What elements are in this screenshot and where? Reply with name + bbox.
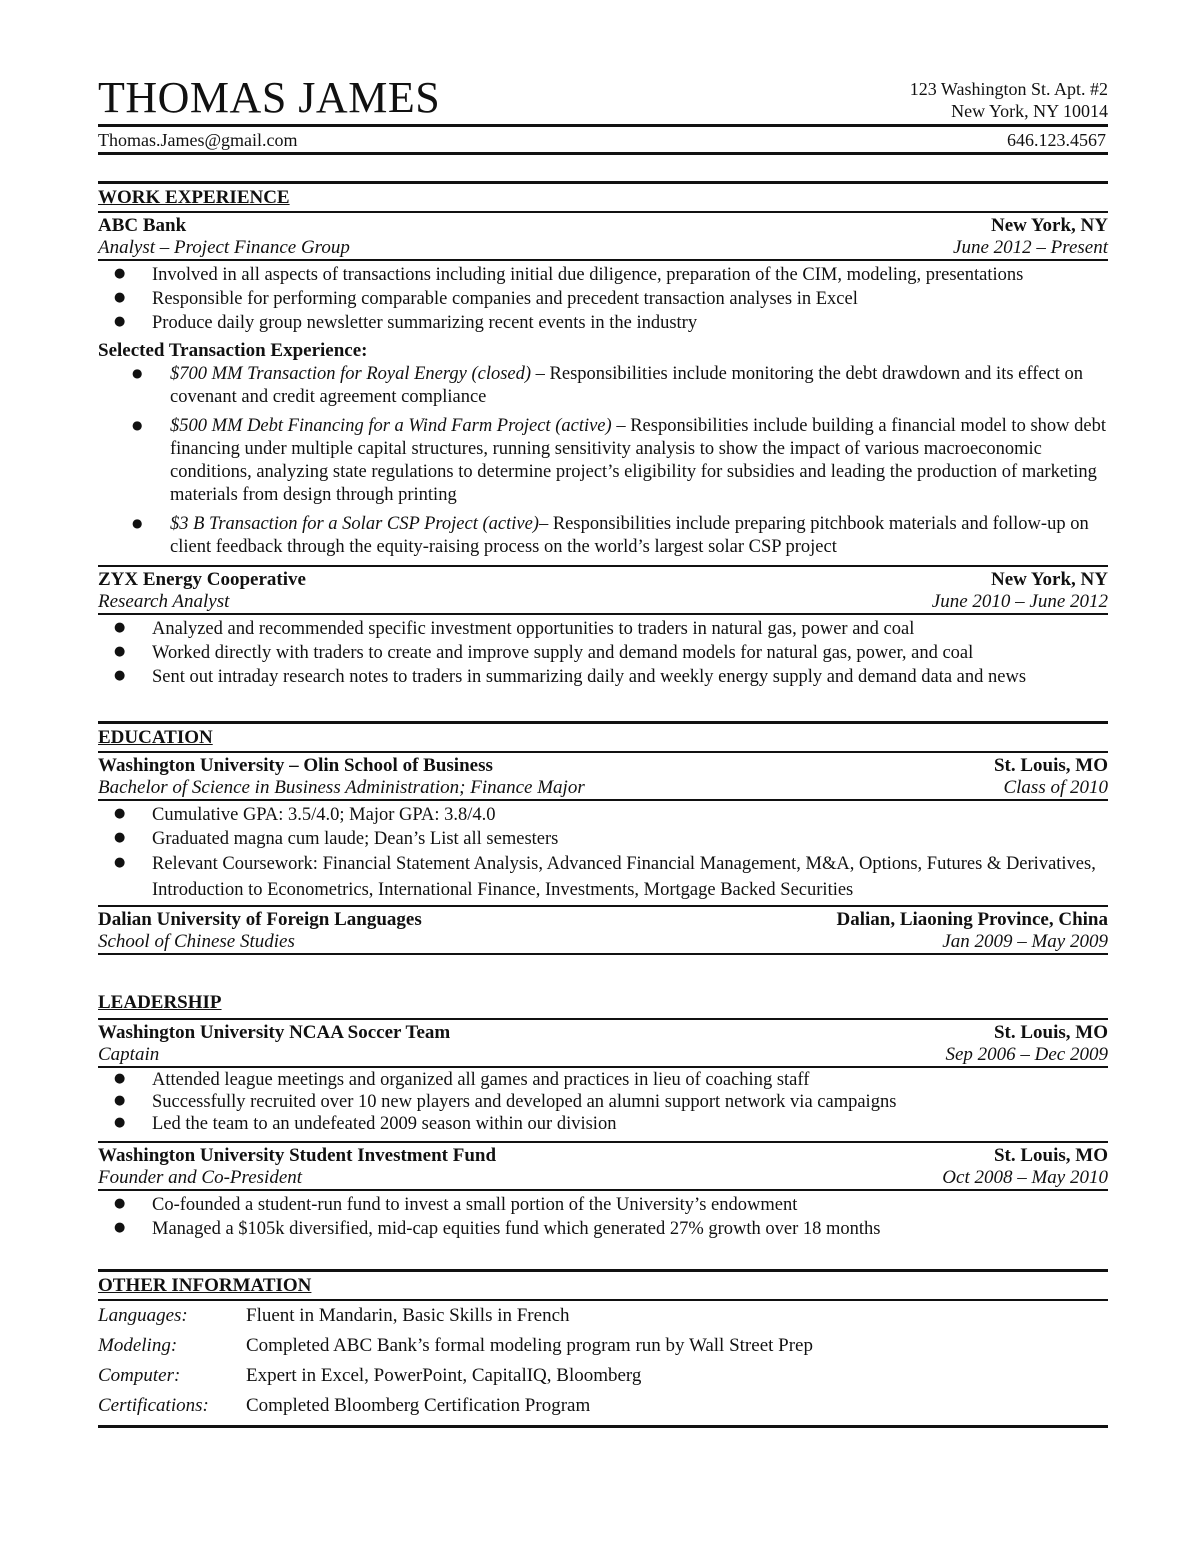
footer-divider bbox=[98, 1425, 1108, 1428]
job-role: Research Analyst bbox=[98, 591, 230, 612]
other-row-modeling bbox=[98, 1331, 1108, 1361]
email-link[interactable]: Thomas.James@gmail.com bbox=[98, 130, 298, 150]
other-label: Modeling: bbox=[98, 1335, 178, 1356]
education-bullets bbox=[98, 801, 1108, 903]
job-organization: ZYX Energy Cooperative bbox=[98, 569, 306, 590]
other-information-table bbox=[98, 1301, 1108, 1421]
leadership-bullets bbox=[98, 1191, 1108, 1241]
list-item: ● Responsible for performing comparable companies and precedent transaction analyses in Excel bbox=[98, 287, 1108, 311]
other-label: Computer: bbox=[98, 1365, 181, 1386]
list-item: ● Managed a $105k diversified, mid-cap equities fund which generated 27% growth over 18 months bbox=[98, 1217, 1108, 1241]
list-item bbox=[98, 513, 1108, 559]
job-location: New York, NY bbox=[991, 215, 1108, 236]
transaction-name: $3 B Transaction for a Solar CSP Project (active) bbox=[170, 514, 539, 534]
attendance-dates: Jan 2009 – May 2009 bbox=[942, 931, 1108, 952]
leadership-entry-soccer-team bbox=[98, 1020, 1108, 1135]
transaction-name: $500 MM Debt Financing for a Wind Farm Project (active) bbox=[170, 416, 612, 436]
job-entry-abc-bank bbox=[98, 213, 1108, 559]
list-item bbox=[98, 363, 1108, 409]
list-item: ● Led the team to an undefeated 2009 season within our division bbox=[98, 1113, 1108, 1135]
other-value: Expert in Excel, PowerPoint, CapitalIQ, Bloomberg bbox=[246, 1365, 642, 1386]
section-title-other-information: OTHER INFORMATION bbox=[98, 1275, 312, 1296]
school-location: St. Louis, MO bbox=[993, 755, 1108, 776]
other-value: Completed Bloomberg Certification Program bbox=[246, 1395, 591, 1416]
other-row-computer bbox=[98, 1361, 1108, 1391]
list-item: ● Involved in all aspects of transactions including initial due diligence, preparation of the CIM, modeling, presentations bbox=[98, 263, 1108, 287]
selected-transactions-heading: Selected Transaction Experience: bbox=[98, 340, 368, 361]
graduation-date: Class of 2010 bbox=[1003, 777, 1108, 798]
leadership-dates: Sep 2006 – Dec 2009 bbox=[945, 1044, 1108, 1065]
other-label: Languages: bbox=[98, 1305, 188, 1326]
list-item: ● Sent out intraday research notes to traders in summarizing daily and weekly energy supply and demand data and news bbox=[98, 665, 1108, 689]
selected-transactions-list bbox=[98, 363, 1108, 559]
list-item: ● Successfully recruited over 10 new players and developed an alumni support network via campaigns bbox=[98, 1091, 1108, 1113]
transaction-description: – Responsibilities include building a financial model to show debt financing under multiple capital structures, running sensitivity analysis to show the impact of various macroeconomic conditions, analyzing state regulations to determine project’s eligibility for subsidies and leading the production of marketing materials from design through printing bbox=[170, 416, 1106, 505]
job-entry-zyx-energy bbox=[98, 567, 1108, 689]
transaction-description: – Responsibilities include preparing pitchbook materials and follow-up on client feedback through the equity-raising process on the world’s largest solar CSP project bbox=[170, 514, 1089, 557]
transaction-description: – Responsibilities include monitoring the debt drawdown and its effect on covenant and credit agreement compliance bbox=[170, 364, 1084, 407]
list-item: ● Produce daily group newsletter summarizing recent events in the industry bbox=[98, 311, 1108, 335]
job-dates: June 2012 – Present bbox=[953, 237, 1108, 258]
program: School of Chinese Studies bbox=[98, 931, 295, 952]
job-location: New York, NY bbox=[991, 569, 1108, 590]
school-name: Dalian University of Foreign Languages bbox=[98, 909, 422, 930]
section-title-leadership: LEADERSHIP bbox=[98, 992, 222, 1013]
other-value: Fluent in Mandarin, Basic Skills in French bbox=[246, 1305, 570, 1326]
contact-row bbox=[98, 127, 1108, 152]
leadership-organization: Washington University NCAA Soccer Team bbox=[98, 1022, 451, 1043]
leadership-role: Captain bbox=[98, 1044, 160, 1065]
leadership-organization: Washington University Student Investment Fund bbox=[98, 1145, 497, 1166]
address-line-1: 123 Washington St. Apt. #2 bbox=[909, 79, 1108, 99]
list-item: ● Co-founded a student-run fund to invest a small portion of the University’s endowment bbox=[98, 1193, 1108, 1217]
list-item: ● Cumulative GPA: 3.5/4.0; Major GPA: 3.8/4.0 bbox=[98, 803, 1108, 827]
phone-number: 646.123.4567 bbox=[1007, 130, 1106, 150]
section-title-work-experience: WORK EXPERIENCE bbox=[98, 187, 290, 208]
degree: Bachelor of Science in Business Administration; Finance Major bbox=[98, 777, 585, 798]
leadership-location: St. Louis, MO bbox=[993, 1145, 1108, 1166]
other-label: Certifications: bbox=[98, 1395, 209, 1416]
list-item bbox=[98, 415, 1108, 507]
leadership-entry-investment-fund bbox=[98, 1143, 1108, 1241]
other-value: Completed ABC Bank’s formal modeling program run by Wall Street Prep bbox=[246, 1335, 813, 1356]
other-row-certifications bbox=[98, 1391, 1108, 1421]
education-entry-washington-university bbox=[98, 753, 1108, 903]
list-item: ● Graduated magna cum laude; Dean’s List all semesters bbox=[98, 827, 1108, 851]
address-line-2: New York, NY 10014 bbox=[951, 101, 1108, 121]
other-row-languages bbox=[98, 1301, 1108, 1331]
list-item: ● Attended league meetings and organized all games and practices in lieu of coaching staff bbox=[98, 1069, 1108, 1091]
leadership-location: St. Louis, MO bbox=[993, 1022, 1108, 1043]
mailing-address bbox=[910, 78, 1108, 122]
list-item: ● Worked directly with traders to create and improve supply and demand models for natural gas, power, and coal bbox=[98, 641, 1108, 665]
job-dates: June 2010 – June 2012 bbox=[931, 591, 1108, 612]
school-name: Washington University – Olin School of Business bbox=[98, 755, 493, 776]
job-bullets bbox=[98, 261, 1108, 335]
list-item: ● Analyzed and recommended specific investment opportunities to traders in natural gas, power and coal bbox=[98, 617, 1108, 641]
transaction-name: $700 MM Transaction for Royal Energy (closed) bbox=[170, 364, 532, 384]
list-item: ● Relevant Coursework: Financial Statement Analysis, Advanced Financial Management, M&A, Options, Futures & Derivatives, Introduction to Econometrics, International Finance, Investments, Mortgage Backed Securities bbox=[98, 851, 1108, 903]
job-role: Analyst – Project Finance Group bbox=[98, 237, 350, 258]
candidate-name: THOMAS JAMES bbox=[98, 73, 441, 122]
job-organization: ABC Bank bbox=[98, 215, 187, 236]
section-title-education: EDUCATION bbox=[98, 727, 213, 748]
resume-page bbox=[98, 72, 1108, 1428]
education-entry-dalian-university bbox=[98, 907, 1108, 955]
school-location: Dalian, Liaoning Province, China bbox=[836, 909, 1108, 930]
leadership-dates: Oct 2008 – May 2010 bbox=[942, 1167, 1108, 1188]
resume-header bbox=[98, 72, 1108, 124]
leadership-bullets bbox=[98, 1068, 1108, 1135]
leadership-role: Founder and Co-President bbox=[98, 1167, 303, 1188]
job-bullets bbox=[98, 615, 1108, 689]
